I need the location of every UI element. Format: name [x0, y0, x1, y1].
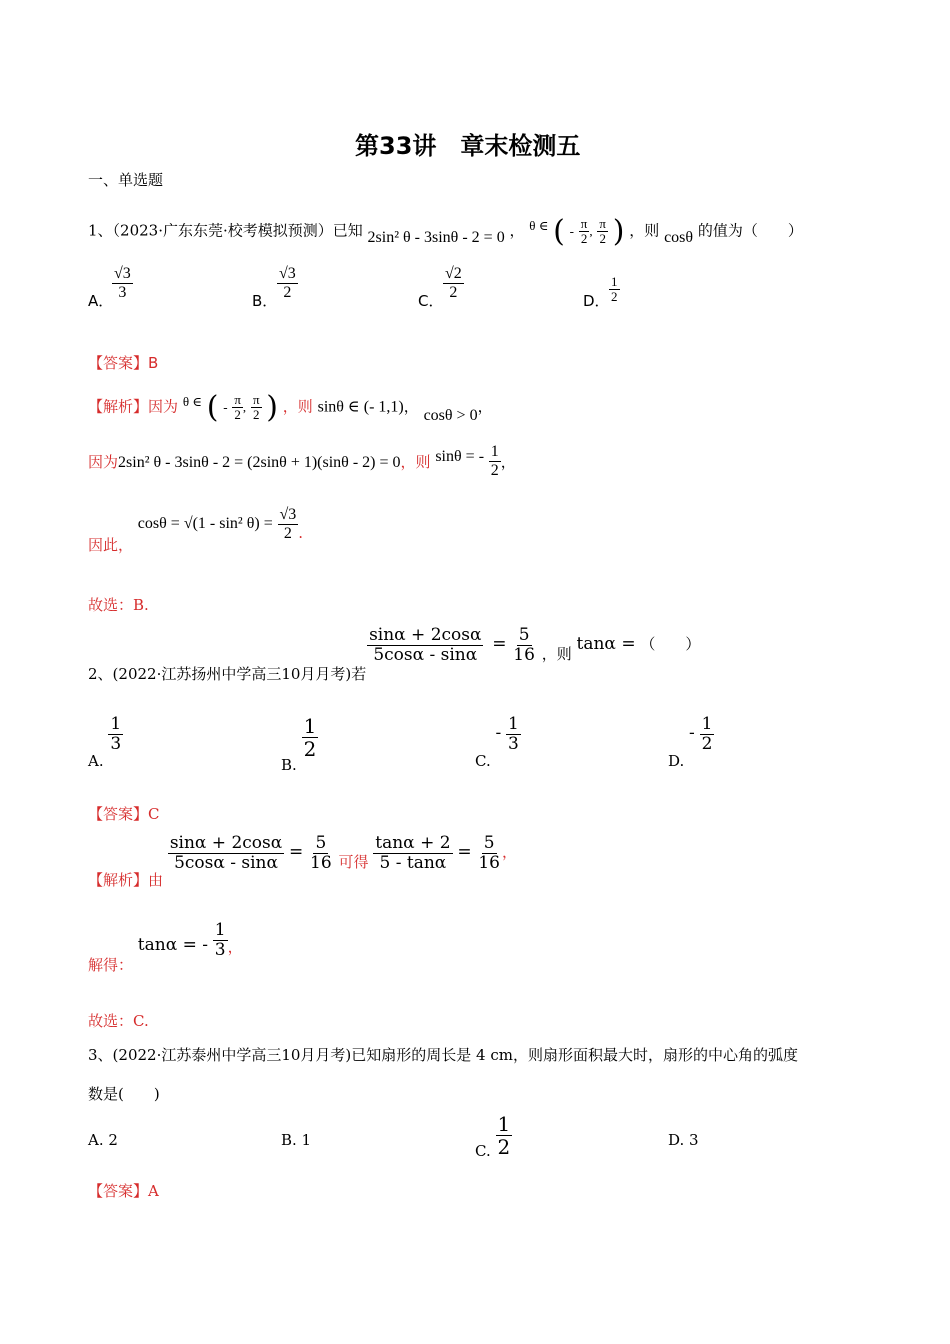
q1-option-d[interactable] [583, 290, 610, 311]
q3-answer-value: A [148, 1182, 159, 1200]
q2-lhs-num: sinα + 2cosα [369, 625, 482, 645]
q2-opt-a-label: A. [88, 752, 104, 771]
q1-factor-eq: 2sin² θ - 3sinθ - 2 = (2sinθ + 1)(sinθ - 2) = 0 [118, 454, 401, 472]
q2-opt-b-den: 2 [303, 737, 317, 761]
q2-rhs-den: 16 [513, 644, 535, 665]
q3-opt-c-num: 1 [497, 1112, 511, 1136]
q1-lo-num: π [580, 215, 588, 231]
q1-hi-num: π [599, 215, 606, 231]
q1-opt-b-frac [277, 265, 298, 301]
q1-half-num: 1 [490, 443, 499, 460]
q2-tan: tanα = [576, 634, 636, 655]
q1-opt-c-num: √2 [445, 265, 462, 282]
q2-a-rhs-den: 16 [310, 852, 332, 873]
q1-analysis-1: 【解析】因为 θ ∈ ( - $\frac{\pi}{2}$ , $\frac{\pi}{2}$ ) ，则 sinθ ∈ (- 1,1)， cosθ > 0， [88, 390, 493, 425]
q3-line-1: 3、(2022·江苏泰州中学高三10月月考)已知扇形的周长是 4 cm，则扇形面积最大时，扇形的中心角的弧度 [88, 1046, 798, 1064]
q1-res-num: √3 [279, 506, 297, 523]
q2-answer-tag: 【答案】 [88, 805, 149, 823]
q1-answer-tag: 【答案】 [88, 354, 149, 372]
q1-analysis-3 [88, 506, 304, 555]
q1-opt-a-num: √3 [114, 265, 131, 282]
q2-comma: ， [501, 843, 517, 862]
q1-opt-b-den: 2 [283, 283, 292, 301]
q2-opt-a-num: 1 [110, 714, 122, 734]
q2-opt-b-label: B. [281, 755, 297, 774]
question-1: 1、（2023·广东东莞·校考模拟预测）已知 2sin² θ - 3sinθ - 2 = 0 ， θ ∈ ( - $\frac{\pi}{2}$ , $\frac{\pi}{2}$ ) ，则 cosθ 的值为（ ） [88, 214, 803, 249]
q1-lo-sign: - [569, 223, 575, 239]
q1-opt-c-den: 2 [449, 283, 458, 301]
q1-sin-range: sinθ ∈ (- 1,1) [317, 398, 404, 416]
q2-option-a[interactable] [88, 714, 123, 771]
q2-opt-d-den: 2 [701, 733, 713, 754]
q2-t-num: tanα + 2 [375, 833, 451, 853]
q1-prefix: 1、（2023·广东东莞·校考模拟预测）已知 [88, 221, 363, 240]
q3-answer [88, 1180, 159, 1201]
q1-a-lo-den: 2 [234, 407, 241, 422]
q2-solve: 解得： [88, 956, 134, 975]
q1-then-red: ，则 [282, 397, 313, 416]
q2-from: 由 [148, 871, 164, 890]
q1-interval-lo [579, 217, 590, 247]
q2-a-lhs-den: 5cosα - sinα [174, 852, 278, 873]
q1-answer [88, 352, 158, 373]
q3-answer-tag: 【答案】 [88, 1182, 149, 1200]
section-heading: 一、单选题 [88, 171, 164, 189]
q1-cos-positive: cosθ > 0 [423, 406, 478, 424]
q1-a-lo-sign: - [223, 399, 228, 415]
q1-opt-c-label: C． [418, 292, 444, 310]
q1-opt-a-frac [112, 265, 133, 301]
q1-option-a[interactable] [88, 290, 113, 311]
q2-prefix: 2、(2022·江苏扬州中学高三10月月考)若 [88, 665, 367, 684]
q2-a-rhs-num: 5 [315, 833, 327, 853]
q1-answer-value: B [148, 354, 159, 372]
q1-opt-d-num: 1 [611, 274, 618, 289]
question-2: 2、(2022·江苏扬州中学高三10月月考)若 $\frac{\sin\alpha + 2\cos\alpha}{5\cos\alpha - \sin\alpha}$ = $\frac{5}{16}$ ，则 tanα = （ ） [88, 625, 701, 684]
q1-a-lo-num: π [234, 391, 241, 407]
q1-interval-hi [597, 217, 608, 247]
q1-therefore: 因此， [88, 536, 134, 555]
q2-opt-c-den: 3 [508, 733, 519, 754]
q1-analysis-2: 因为2sin² θ - 3sinθ - 2 = (2sinθ + 1)(sinθ - 2) = 0，则 sinθ = - $\frac{1}{2}$ ， [88, 443, 516, 479]
q1-comma: ， [509, 221, 525, 240]
q1-res-den: 2 [283, 524, 292, 542]
q2-option-d[interactable] [668, 714, 714, 771]
q1-opt-b-label: B． [252, 292, 278, 310]
q2-a-rhs2-num: 5 [483, 833, 495, 853]
q1-opt-d-frac [609, 275, 620, 305]
q2-opt-c-minus: - [495, 723, 502, 744]
q2-analysis-1: 【解析】由 $\frac{\sin\alpha + 2\cos\alpha}{5\cos\alpha - \sin\alpha}$ = $\frac{5}{16}$ 可得 $\frac{\tan\alpha + 2}{5 - \tan\alpha}$ = $\frac{5}{16}$ ， [88, 833, 517, 890]
q1-a-hi-den: 2 [252, 407, 260, 422]
q1-close-paren: ) [612, 214, 625, 249]
page-title: 第33讲 章末检测五 [355, 132, 581, 160]
q1-hi-den: 2 [599, 231, 606, 246]
q3-option-d[interactable]: D. 3 [668, 1131, 699, 1149]
q2-opt-b-num: 1 [303, 714, 317, 738]
q1-open-paren: ( [553, 214, 565, 249]
q2-t-den: 5 - tanα [379, 852, 447, 873]
q1-choose: 故选：B. [88, 596, 149, 614]
q1-cos: cosθ [664, 228, 694, 246]
q1-option-b[interactable] [252, 290, 277, 311]
q1-sin-value: sinθ = - [435, 448, 485, 466]
q2-res-num: 1 [214, 920, 226, 940]
q2-res-den: 3 [214, 939, 226, 960]
q2-opt-a-den: 3 [110, 733, 122, 754]
q1-then2: ，则 [400, 453, 431, 472]
q1-opt-a-label: A． [88, 292, 114, 310]
q1-since: 因为 [148, 397, 179, 416]
q2-rhs-num: 5 [518, 625, 530, 645]
q3-option-a[interactable]: A. 2 [88, 1131, 118, 1149]
q1-half-den: 2 [490, 461, 499, 479]
q2-choose: 故选：C. [88, 1012, 149, 1030]
q2-analysis-2: 解得： tanα = - $\frac{1}{3}$ ， [88, 920, 243, 975]
q2-answer-value: C [148, 805, 160, 823]
q2-can-get: 可得 [338, 853, 369, 872]
q2-analysis-tag: 【解析】 [88, 871, 149, 890]
q2-lhs-den: 5cosα - sinα [373, 644, 478, 665]
q2-a-lhs-num: sinα + 2cosα [169, 833, 283, 853]
q3-option-b[interactable]: B. 1 [281, 1131, 312, 1149]
q1-period: . [298, 524, 304, 543]
q3-opt-c-label: C. [475, 1141, 491, 1160]
q3-option-c[interactable] [475, 1113, 512, 1158]
q1-opt-c-frac [443, 265, 464, 301]
q1-opt-d-den: 2 [611, 289, 618, 305]
q1-equation: 2sin² θ - 3sinθ - 2 = 0 [367, 228, 505, 246]
q1-a-hi-num: π [252, 391, 260, 407]
q2-option-b[interactable] [281, 714, 318, 774]
q2-opt-d-minus: - [689, 723, 695, 744]
q1-suffix: 的值为（ ） [697, 221, 803, 240]
q2-suffix: （ ） [640, 635, 701, 654]
q3-line-2: 数是( ) [88, 1085, 160, 1103]
q2-opt-c-num: 1 [508, 714, 519, 734]
q3-opt-c-den: 2 [497, 1135, 511, 1159]
q2-tan-result: tanα = - [137, 935, 208, 956]
q1-cos-calc: cosθ = √(1 - sin² θ) = [137, 515, 273, 533]
q1-analysis-tag: 【解析】 [88, 397, 149, 416]
q2-then: ，则 [541, 645, 572, 664]
q1-a-theta-in: θ ∈ [182, 393, 202, 409]
q1-since2: 因为 [88, 453, 119, 472]
q1-opt-d-label: D． [583, 292, 610, 310]
q2-opt-c-label: C. [475, 752, 491, 771]
q2-opt-d-num: 1 [701, 714, 713, 734]
q1-option-c[interactable] [418, 290, 443, 311]
q2-option-c[interactable] [475, 714, 521, 771]
q2-a-rhs2-den: 16 [478, 852, 500, 873]
q1-lo-den: 2 [580, 231, 588, 246]
q2-answer [88, 803, 160, 824]
q1-theta-in: θ ∈ [529, 217, 549, 233]
q2-opt-d-label: D. [668, 752, 685, 771]
q1-then: ，则 [629, 221, 660, 240]
q1-opt-b-num: √3 [279, 265, 296, 282]
q1-opt-a-den: 3 [118, 283, 127, 301]
